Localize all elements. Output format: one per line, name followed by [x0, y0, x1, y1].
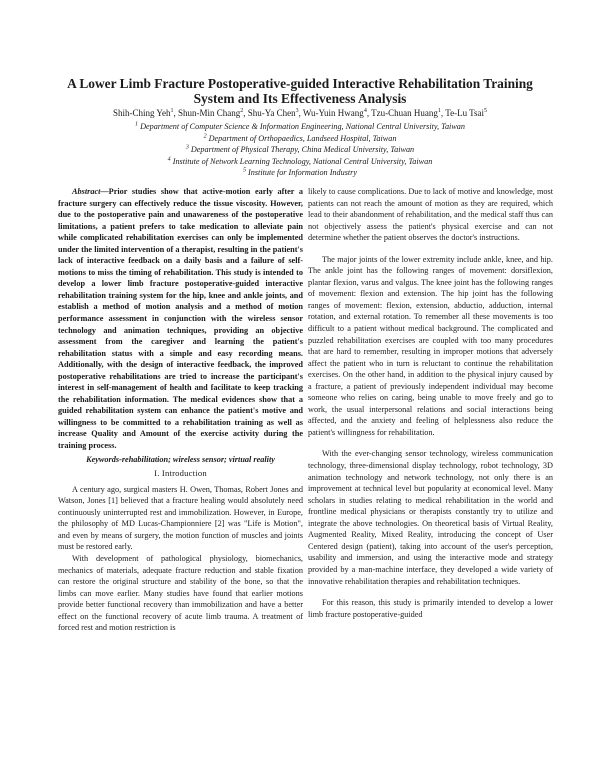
- abstract-label: Abstract—: [72, 187, 109, 196]
- affiliation: $^2$ Department of Orthopaedics, Landseed Hospital, Taiwan: [203, 132, 397, 143]
- abstract-text: Prior studies show that active-motion early after a fracture surgery can effectively reduce the tissue viscosity. However, due to the postoperative pain and unawareness of the postoperative limitations, a patient prefers to take medication to alleviate pain while complicated rehabilitation exercises can only be implemented under the limited intervention of a therapist, resulting in the patient's lack of interactive feedback on a daily basis and a failure of self-motions to miss the timing of rehabilitation. This study is intended to develop a lower limb fracture postoperative-guided interactive rehabilitation training system for the hip, knee and ankle joints, and establish a method of motion analysis and a method of motion performance assessment in conjunction with the wireless sensor technology and animation techniques, providing an objective assessment from the caregiver and learning the patient's rehabilitation status with a simple and easy recording means. Additionally, with the design of interactive feedback, the improved postoperative rehabilitations are tried to increase the participant's interest in self-management of health and facilitate to keep tracking the rehabilitation information. The medical evidences show that a guided rehabilitation system can enhance the patient's motive and willingness to be committed to a rehabilitation training as well as increase Quality and Amount of the exercise activity during the training process.: [58, 187, 303, 451]
- author: Tzu-Chuan Huang$^1$,: [371, 108, 446, 118]
- title-line-1: A Lower Limb Fracture Postoperative-guided Interactive Rehabilitation Training: [67, 76, 533, 91]
- right-column: [308, 186, 553, 620]
- body-paragraph: With the ever-changing sensor technology, wireless communication technology, three-dimensional display technology, robot technology, 3D animation technology and network technology, not only there is an improvement at technical level but popularity at economical level. Many scholars in studies relating to medical rehabilitation in the world and frontline medical physicians or therapists constantly try to utilize and integrate the above technologies. On theoretical basis of Virtual Reality, Augmented Reality, Mixed Reality, introducing the concept of User Centered design (patient), taking into account of the user's perception, usability and immersion, and using the interactive mode and strategy provided by a man-machine interface, they developed a wide variety of innovative rehabilitation therapies and rehabilitation techniques.: [308, 449, 553, 586]
- affiliation: $^4$ Institute of Network Learning Technology, National Central University, Taiwan: [167, 156, 433, 166]
- affiliation: $^5$ Institute for Information Industry: [243, 167, 357, 178]
- section-heading: I. Introduction: [154, 468, 207, 479]
- affiliation: $^1$ Department of Computer Science & Information Engineering, National Central University, Taiwan: [135, 121, 465, 131]
- author: Shu-Ya Chen$^3$,: [247, 108, 303, 118]
- body-paragraph: The major joints of the lower extremity include ankle, knee, and hip. The ankle joint has the following ranges of movement: dorsiflexion, plantar flexion, varus and valgus. The knee joint has the following ranges of movement: flexion and extension. The hip joint has the following ranges of movement: flexion, extension, abductio, adduction, internal rotation, and external rotation. To remember all these movements is too difficult to a patient without medical background. The complicated and puzzled rehabilitation exercises are coupled with too many procedures that are hard to remember, resulting in improper motions that adversely affect the patient who in turn is reluctant to continue the rehabilitation exercises. On the other hand, in addition to the physical injury caused by a fracture, a patient of previously independent individual may become someone who relies on caring, being unable to move freely and go to work, the usual interpersonal relations and social interactions being affected, and the anxiety and feeling of helplessness also reduce the patient's willingness for rehabilitation.: [308, 254, 553, 437]
- body-paragraph: For this reason, this study is primarily intended to develop a lower limb fracture postoperative-guided: [308, 598, 553, 619]
- keywords: Keywords-rehabilitation; wireless sensor; virtual reality: [86, 454, 275, 464]
- author: Te-Lu Tsai$^5$: [445, 108, 488, 118]
- abstract: [58, 186, 303, 452]
- body-paragraph: A century ago, surgical masters H. Owen, Thomas, Robert Jones and Watson, Jones [1] believed that a fracture healing would absolutely need continuously uninterrupted rest and immobilization. However, in Europe, the philosophy of MD Lucas-Championniere [2] was "Life is Motion", and even by means of surgery, the motion function of muscles and joints must be restored early.: [58, 484, 303, 552]
- author: Wu-Yuin Hwang$^4$,: [302, 108, 372, 118]
- author-list: [40, 108, 560, 119]
- affiliation-list: [60, 121, 540, 179]
- author: Shun-Min Chang$^2$,: [177, 108, 248, 118]
- affiliation: $^3$ Department of Physical Therapy, China Medical University, Taiwan: [185, 144, 415, 155]
- author: Shih-Ching Yeh$^1$,: [112, 108, 178, 118]
- body-paragraph: likely to cause complications. Due to lack of motive and knowledge, most patients can not reach the amount of motion as they are required, which lead to their abandonment of rehabilitation, and the medical staff thus can not objectively assess the patient's physical exercise and can not determine whether the patient observes the doctor's instructions.: [308, 187, 553, 243]
- title-line-2: System and Its Effectiveness Analysis: [193, 91, 407, 106]
- body-paragraph: With development of pathological physiology, biomechanics, mechanics of materials, adequate fracture reduction and stable fixation can restore the original structure and stability of the bone, so that the limbs can move earlier. Many studies have found that earlier motions provide better functional recovery than immobilization and have a better effect on the functional recovery of acute limb trauma. A treatment of forced rest and motion restriction is: [58, 553, 303, 633]
- left-column: [58, 186, 303, 634]
- paper-title: [40, 76, 560, 106]
